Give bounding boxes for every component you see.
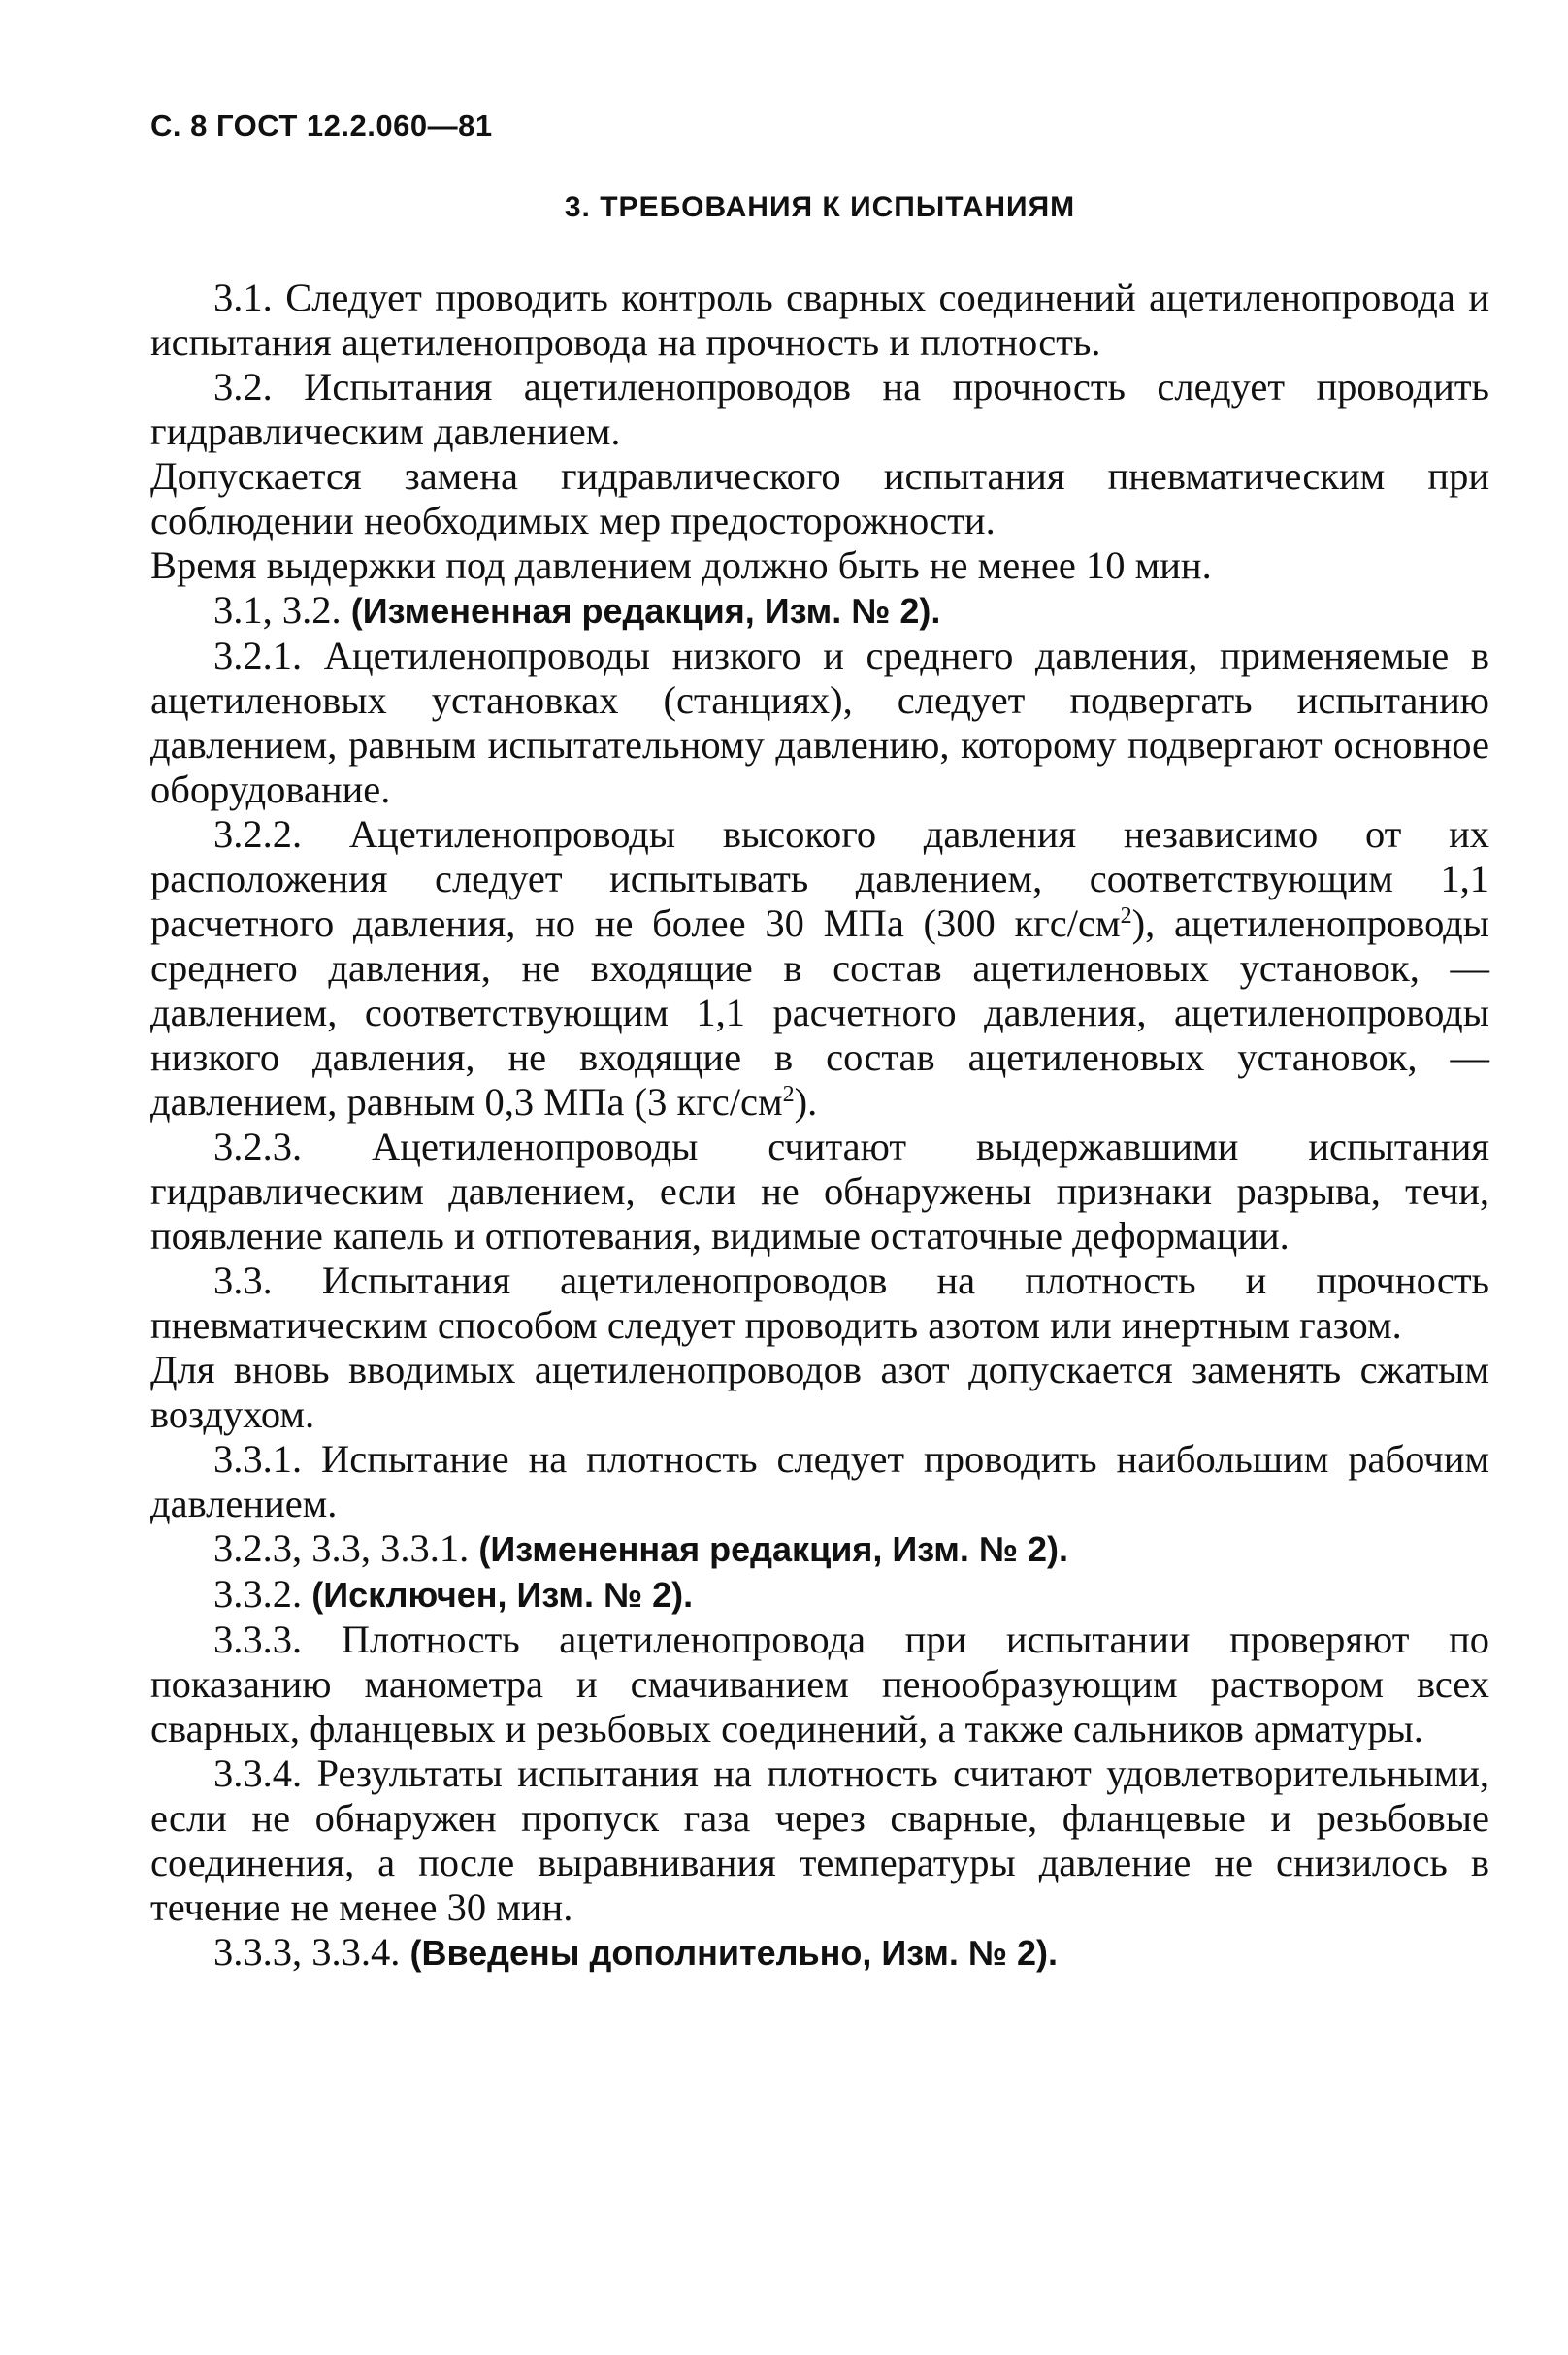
paragraph-3-2: 3.2. Испытания ацетиленопроводов на прочность следует проводить гидравлическим давлением. bbox=[150, 365, 1489, 453]
amendment-text: (Введены дополнительно, Изм. № 2). bbox=[409, 1933, 1058, 1973]
paragraph-3-3-air: Для вновь вводимых ацетиленопроводов азот допускается заменять сжатым воздухом. bbox=[150, 1348, 1489, 1436]
paragraph-text: ), ацетиленопроводы среднего давления, не входящие в состав ацетиленовых установок, — давлением, соответствующим 1,1 расчетного давления, ацетиленопроводы низкого давления, не входящие в состав ацетиленовых установок, — давлением, равным 0,3 МПа (3 кгс/см bbox=[150, 901, 1489, 1124]
amendment-ref: 3.3.2. bbox=[213, 1572, 312, 1616]
amendment-note-2 bbox=[150, 1526, 1489, 1572]
paragraph-3-2-2 bbox=[150, 812, 1489, 1125]
amendment-text: (Измененная редакция, Изм. № 2). bbox=[350, 591, 941, 631]
paragraph-3-2-hold-time: Время выдержки под давлением должно быть не менее 10 мин. bbox=[150, 543, 1212, 587]
paragraph-3-2-permission: Допускается замена гидравлического испытания пневматическим при соблюдении необходимых мер предосторожности. bbox=[150, 454, 1489, 542]
amendment-note-3 bbox=[150, 1572, 1489, 1618]
paragraph-3-3: 3.3. Испытания ацетиленопроводов на плотность и прочность пневматическим способом следует проводить азотом или инертным газом. bbox=[150, 1259, 1489, 1347]
paragraph-3-1: 3.1. Следует проводить контроль сварных соединений ацетиленопровода и испытания ацетиленопровода на прочность и плотность. bbox=[150, 276, 1489, 364]
paragraph-3-2-3: 3.2.3. Ацетиленопроводы считают выдержавшими испытания гидравлическим давлением, если не обнаружены признаки разрыва, течи, появление капель и отпотевания, видимые остаточные деформации. bbox=[150, 1125, 1489, 1258]
amendment-note-1 bbox=[150, 588, 1489, 634]
paragraph-3-3-1: 3.3.1. Испытание на плотность следует проводить наибольшим рабочим давлением. bbox=[150, 1437, 1489, 1525]
page-header: С. 8 ГОСТ 12.2.060—81 bbox=[150, 109, 493, 143]
paragraph-text: ). bbox=[794, 1080, 818, 1124]
amendment-note-4 bbox=[150, 1930, 1489, 1976]
paragraph-3-3-4: 3.3.4. Результаты испытания на плотность считают удовлетворительными, если не обнаружен пропуск газа через сварные, фланцевые и резьбовые соединения, а после выравнивания температуры давление не снизилось в течение не менее 30 мин. bbox=[150, 1751, 1489, 1929]
section-title: 3. ТРЕБОВАНИЯ К ИСПЫТАНИЯМ bbox=[564, 191, 1076, 223]
amendment-ref: 3.1, 3.2. bbox=[213, 588, 351, 632]
amendment-text: (Исключен, Изм. № 2). bbox=[311, 1575, 694, 1615]
amendment-text: (Измененная редакция, Изм. № 2). bbox=[478, 1529, 1068, 1569]
paragraph-text: 3.2.2. Ацетиленопроводы высокого давления независимо от их расположения следует испытывать давлением, соответствующим 1,1 расчетного давления, но не более 30 МПа (300 кгс/см bbox=[150, 812, 1489, 945]
amendment-ref: 3.2.3, 3.3, 3.3.1. bbox=[213, 1526, 479, 1570]
superscript: 2 bbox=[782, 1082, 795, 1107]
document-page bbox=[150, 107, 1489, 1976]
amendment-ref: 3.3.3, 3.3.4. bbox=[213, 1930, 410, 1974]
paragraph-3-2-1: 3.2.1. Ацетиленопроводы низкого и среднего давления, применяемые в ацетиленовых установках (станциях), следует подвергать испытанию давлением, равным испытательному давлению, которому подвергают основное оборудование. bbox=[150, 634, 1489, 811]
paragraph-3-3-3: 3.3.3. Плотность ацетиленопровода при испытании проверяют по показанию манометра и смачиванием пенообразующим раствором всех сварных, фланцевых и резьбовых соединений, а также сальников арматуры. bbox=[150, 1618, 1489, 1750]
superscript: 2 bbox=[1120, 903, 1132, 929]
